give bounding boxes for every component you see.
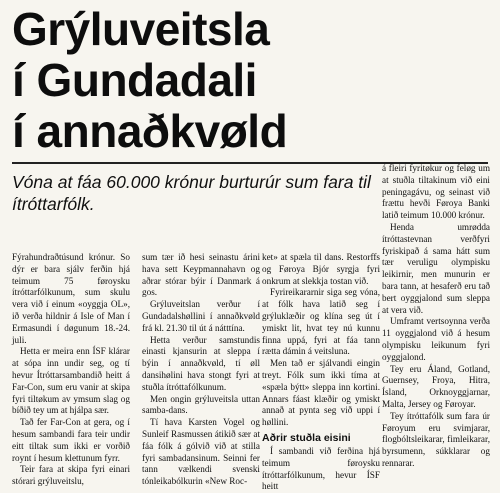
paragraph: sum tær ið hesi seinastu árini hava sett Keypmannahavn og aðrar stórar býir í Danmark á gos.	[142, 252, 260, 298]
headline	[12, 4, 492, 157]
paragraph: Teir fara at skipa fyri einari stórari grýluveitslu,	[12, 464, 130, 487]
deck-subtitle: Vóna at fáa 60.000 krónur burturúr sum fara til ítróttarfólk.	[12, 172, 371, 214]
paragraph: á fleiri fyritøkur og feløg um at stuðla tiltakinum við eini peningagávu, og seinast við frættu hevði Føroya Banki latið teimum 10.000 krónur.	[382, 163, 490, 221]
paragraph: Tí hava Karsten Vogel og Sunleif Rasmussen átikið sær at fáa fólk á gólvið við at stilla fyri sambadansinum. Seinni fer tann vælkendi svenski tónleikabólkurin «New Roc-	[142, 417, 260, 487]
paragraph: Fyrireikararnir siga seg vóna, at fólk hava latið seg í grýluklæðir og klína seg út í ymiskt lit, hvat tey nú kunnu finna uppá, fyri at fáa tann rætta dámin á veitsluna.	[262, 287, 380, 357]
body-column-4	[382, 163, 490, 470]
paragraph: ket» at spæla til dans. Restorffs og Føroya Bjór syrgja fyri onkrum at slekkja tostan við.	[262, 252, 380, 286]
headline-line-1: Grýluveitsla	[12, 3, 270, 55]
subheading: Aðrir stuðla eisini	[262, 431, 351, 444]
paragraph: Tey ítróttafólk sum fara úr Føroyum eru svimjarar, flogbóltsleikarar, fimleikarar, byrsumenn, súkklarar og rennarar.	[382, 410, 490, 468]
paragraph: Men tað er sjálvandi eingin treyt. Fólk sum ikki tíma at «spæla býtt» sleppa inn kortini. Annars fáast klæðir og ymiskt annað at pynta seg við uppi í høllini.	[262, 358, 380, 428]
paragraph: Í sambandi við ferðina hjá teimum føroysku ítróttarfólkunum, hevur ÍSF heitt	[262, 445, 380, 492]
paragraph: Tey eru Áland, Gotland, Guernsey, Froya, Hitra, Ísland, Orknoyggjarnar, Malta, Jersey og Føroyar.	[382, 363, 490, 409]
paragraph: Men ongin grýluveitsla uttan samba-dans.	[142, 393, 260, 416]
body-column-3	[262, 252, 380, 493]
paragraph: Grýluveitslan verður í Gundadalshøllini í annaðkvøld frá kl. 21.30 til út á nátttína.	[142, 299, 260, 333]
paragraph: Fýrahundraðtúsund krónur. So dýr er bara sjálv ferðin hjá teimum 75 føroysku ítróttarfólkunum, sum skulu vera við í einum «oyggja OL», ið verða hildnir á Isle of Man í Ermasundi í døgunum 18.-24. juli.	[12, 252, 130, 345]
body-column-1	[12, 252, 130, 488]
paragraph: Hetta verður samstundis einasti kjansurin at sleppa í býin í annaðkvøld, tí øll dansihølini hava stongt fyri at stuðla ítróttafólkunum.	[142, 334, 260, 392]
paragraph: Tað fer Far-Con at gera, og í hesum sambandi fara teir undir eitt tiltak sum ikki er vorðið roynt í hesum klettunum fyrr.	[12, 417, 130, 463]
paragraph: Henda umrødda ítróttastevnan verðfyri fyriskipað á sama hátt sum tær veruligu olympisku leikirnir, men munurin er bara tann, at hesaferð eru tað bert oyggjalond sum sleppa at vera við.	[382, 221, 490, 315]
headline-line-2: í Gundadali	[12, 54, 257, 106]
paragraph: Hetta er meira enn ÍSF klárar at sópa inn undir seg, og tí hevur Ítróttarsambandið heitt á Far-Con, sum eru vanir at skipa fyri tiltøkum av ymsum slag og bíðið tey um at hjálpa sær.	[12, 346, 130, 416]
headline-line-3: í annaðkvøld	[12, 105, 288, 157]
body-column-2	[142, 252, 260, 488]
paragraph: Umframt vertsoynna verða 11 oyggjalond við á hesum olympisku leikunum fyri oyggjalond.	[382, 316, 490, 362]
